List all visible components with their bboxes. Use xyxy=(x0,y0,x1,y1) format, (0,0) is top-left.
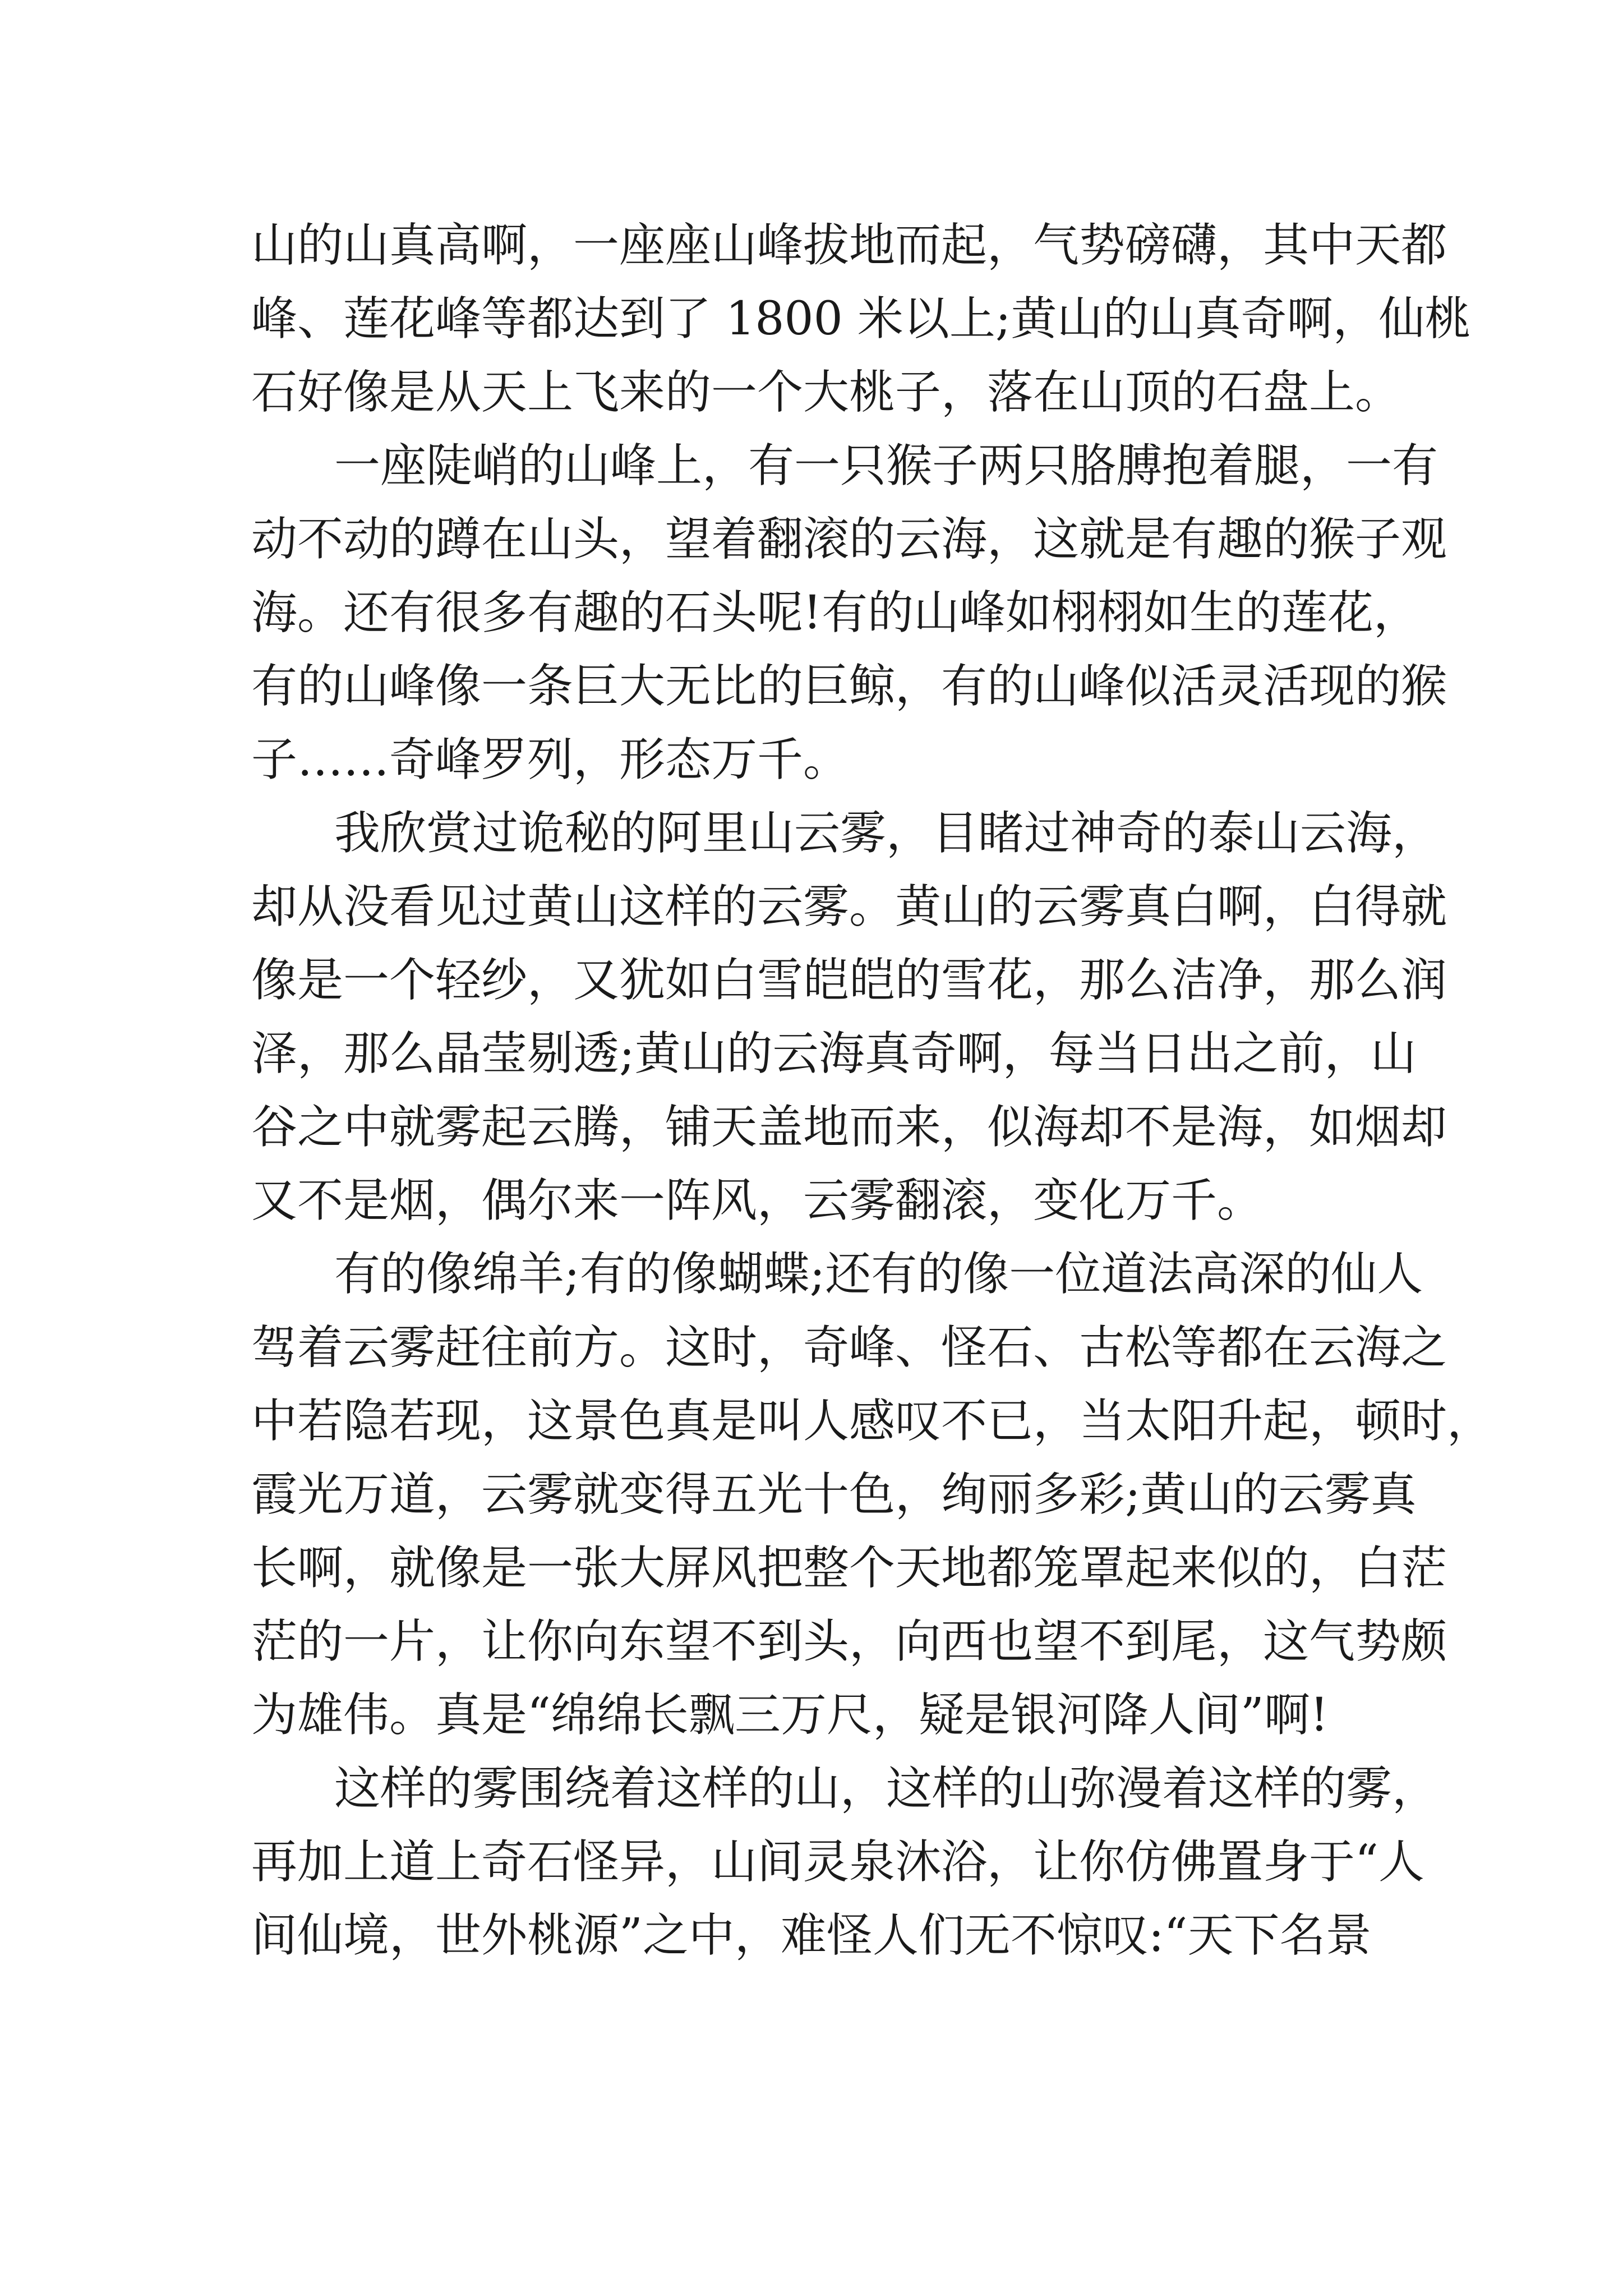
text-line: 谷之中就雾起云腾，铺天盖地而来，似海却不是海，如烟却 xyxy=(251,1101,1447,1154)
text-line: 石好像是从天上飞来的一个大桃子，落在山顶的石盘上。 xyxy=(251,366,1401,419)
paragraph-first-line: 有的像绵羊;有的像蝴蝶;还有的像一位道法高深的仙人 xyxy=(334,1248,1423,1301)
paragraph-first-line: 我欣赏过诡秘的阿里山云雾，目睹过神奇的泰山云海， xyxy=(334,807,1438,860)
paragraph-first-line: 一座陡峭的山峰上，有一只猴子两只胳膊抱着腿，一有 xyxy=(334,439,1438,493)
text-line: 长啊，就像是一张大屏风把整个天地都笼罩起来似的，白茫 xyxy=(251,1542,1447,1595)
text-line: 子……奇峰罗列，形态万千。 xyxy=(251,733,850,786)
text-line: 却从没看见过黄山这样的云雾。黄山的云雾真白啊，白得就 xyxy=(251,880,1447,933)
text-line: 中若隐若现，这景色真是叫人感叹不已，当太阳升起，顿时， xyxy=(251,1395,1493,1448)
text-line: 山的山真高啊，一座座山峰拔地而起，气势磅礴，其中天都 xyxy=(251,219,1447,272)
document-body xyxy=(251,209,1493,1972)
text-line: 动不动的蹲在山头，望着翻滚的云海，这就是有趣的猴子观 xyxy=(251,513,1447,566)
text-line: 为雄伟。真是“绵绵长飘三万尺，疑是银河降人间”啊! xyxy=(251,1688,1329,1742)
text-line: 驾着云雾赶往前方。这时，奇峰、怪石、古松等都在云海之 xyxy=(251,1321,1447,1374)
text-line: 峰、莲花峰等都达到了 1800 米以上;黄山的山真奇啊，仙桃 xyxy=(251,292,1471,346)
text-line: 有的山峰像一条巨大无比的巨鲸，有的山峰似活灵活现的猴 xyxy=(251,660,1447,713)
text-line: 像是一个轻纱，又犹如白雪皑皑的雪花，那么洁净，那么润 xyxy=(251,954,1447,1007)
text-line: 又不是烟，偶尔来一阵风，云雾翻滚，变化万千。 xyxy=(251,1174,1264,1227)
text-line: 海。还有很多有趣的石头呢!有的山峰如栩栩如生的莲花， xyxy=(251,586,1419,639)
text-line: 泽，那么晶莹剔透;黄山的云海真奇啊，每当日出之前，山 xyxy=(251,1027,1417,1080)
text-line: 茫的一片，让你向东望不到头，向西也望不到尾，这气势颇 xyxy=(251,1615,1447,1668)
text-line: 霞光万道，云雾就变得五光十色，绚丽多彩;黄山的云雾真 xyxy=(251,1468,1417,1521)
paragraph-first-line: 这样的雾围绕着这样的山，这样的山弥漫着这样的雾， xyxy=(334,1762,1438,1815)
text-line: 再加上道上奇石怪异，山间灵泉沐浴，让你仿佛置身于“人 xyxy=(251,1835,1424,1889)
text-line: 间仙境，世外桃源”之中，难怪人们无不惊叹:“天下名景 xyxy=(251,1909,1372,1962)
